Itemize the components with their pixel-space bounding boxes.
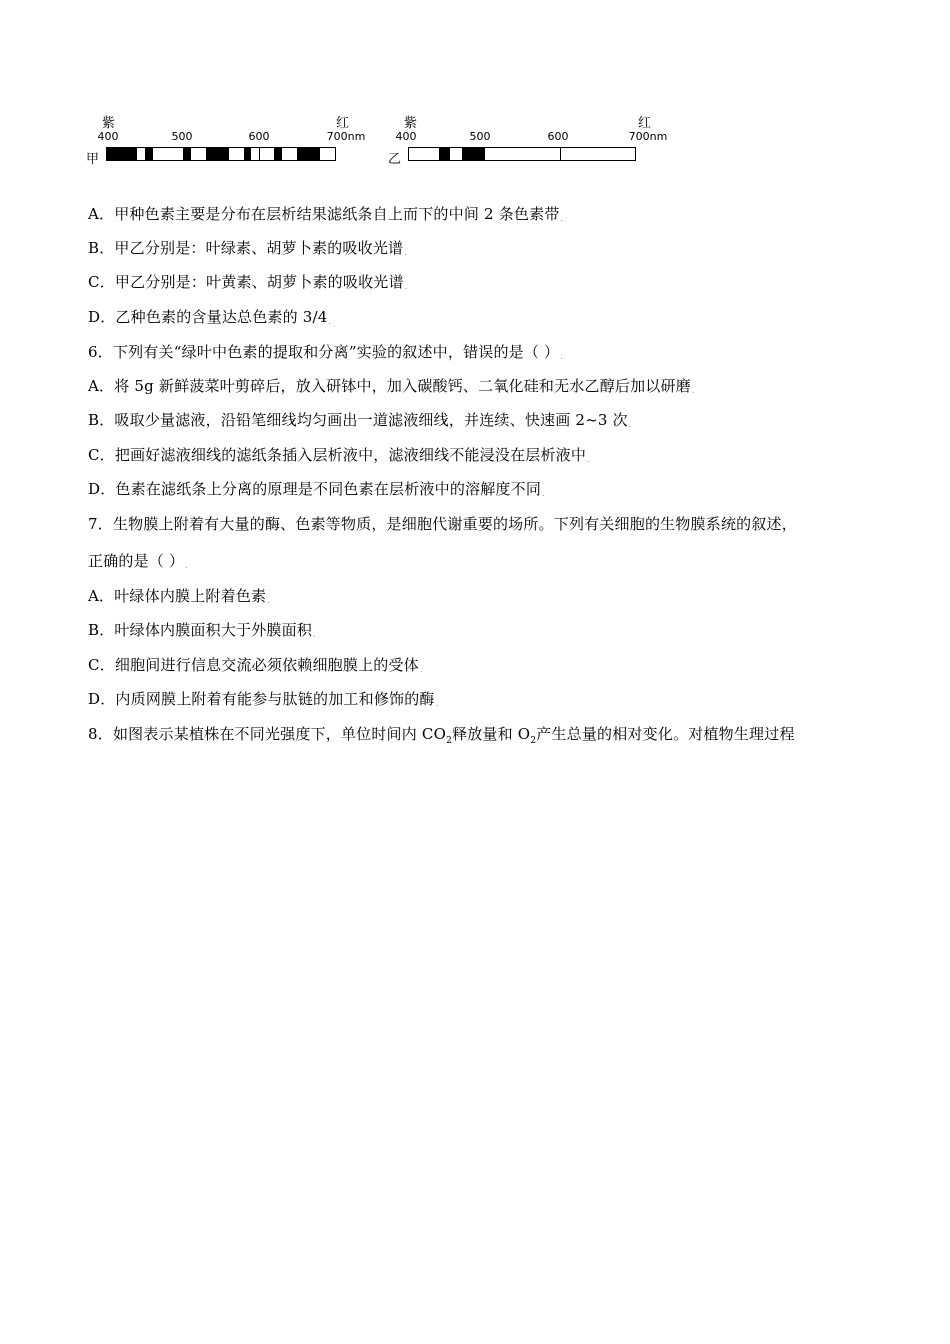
- red-label: 红: [336, 116, 350, 131]
- option-d-q6: D．色素在滤纸条上分离的原理是不同色素在层析液中的溶解度不同.: [88, 480, 545, 498]
- option-c-q5: C．甲乙分别是：叶黄素、胡萝卜素的吸收光谱.: [88, 273, 408, 291]
- tick-separator: [560, 148, 561, 160]
- tick-600: 600: [248, 130, 270, 143]
- absorption-band: [145, 148, 153, 160]
- tick-700nm: 700nm: [628, 130, 668, 143]
- option-b-q7: B．叶绿体内膜面积大于外膜面积.: [88, 621, 316, 639]
- tick-separator: [183, 148, 184, 160]
- option-d-q5: D．乙种色素的含量达总色素的 3/4.: [88, 308, 332, 326]
- question-8-stem: 8．如图表示某植株在不同光强度下，单位时间内 $CO_2$释放量和 $O_2$产生总量的相对变化。对植物生理过程: [88, 725, 795, 746]
- option-c-q7: C．细胞间进行信息交流必须依赖细胞膜上的受体.: [88, 656, 423, 674]
- spectrum-name: 甲: [86, 152, 100, 167]
- absorption-band: [244, 148, 252, 160]
- violet-label: 紫: [404, 116, 418, 131]
- option-a-q7: A．叶绿体内膜上附着色素.: [88, 587, 270, 605]
- absorption-band: [183, 148, 191, 160]
- absorption-band: [439, 148, 450, 160]
- tick-500: 500: [469, 130, 491, 143]
- option-c-q6: C．把画好滤液细线的滤纸条插入层析液中，滤液细线不能浸没在层析液中.: [88, 446, 590, 464]
- spectrum-bar: [408, 147, 636, 161]
- tick-500: 500: [171, 130, 193, 143]
- absorption-band: [206, 148, 229, 160]
- option-a-q6: A．将 5g 新鲜菠菜叶剪碎后，放入研钵中，加入碳酸钙、二氧化硅和无水乙醇后加以研磨.: [88, 377, 695, 395]
- absorption-band: [462, 148, 485, 160]
- absorption-band: [297, 148, 320, 160]
- option-a-q5: A．甲种色素主要是分布在层析结果滤纸条自上而下的中间 2 条色素带.: [88, 205, 564, 223]
- option-b-q6: B．吸取少量滤液，沿铅笔细线均匀画出一道滤液细线，并连续、快速画 2~3 次.: [88, 411, 632, 429]
- tick-700nm: 700nm: [326, 130, 366, 143]
- tick-separator: [484, 148, 485, 160]
- tick-400: 400: [395, 130, 417, 143]
- question-7-stem: 7．生物膜上附着有大量的酶、色素等物质，是细胞代谢重要的场所。下列有关细胞的生物膜系统的叙述，: [88, 515, 797, 533]
- question-6-stem: 6．下列有关“绿叶中色素的提取和分离”实验的叙述中，错误的是（ ）.: [88, 343, 564, 361]
- spectrum-name: 乙: [388, 152, 402, 167]
- option-b-q5: B．甲乙分别是：叶绿素、胡萝卜素的吸收光谱.: [88, 239, 407, 257]
- tick-400: 400: [97, 130, 119, 143]
- absorption-band: [274, 148, 282, 160]
- option-d-q7: D．内质网膜上附着有能参与肽链的加工和修饰的酶.: [88, 690, 439, 708]
- spectrum-bar: [106, 147, 336, 161]
- absorption-spectrum-figure: [84, 112, 684, 172]
- violet-label: 紫: [102, 116, 116, 131]
- question-7-stem-cont: 正确的是（ ）.: [88, 552, 188, 570]
- absorption-band: [107, 148, 137, 160]
- red-label: 红: [638, 116, 652, 131]
- tick-separator: [259, 148, 260, 160]
- tick-600: 600: [547, 130, 569, 143]
